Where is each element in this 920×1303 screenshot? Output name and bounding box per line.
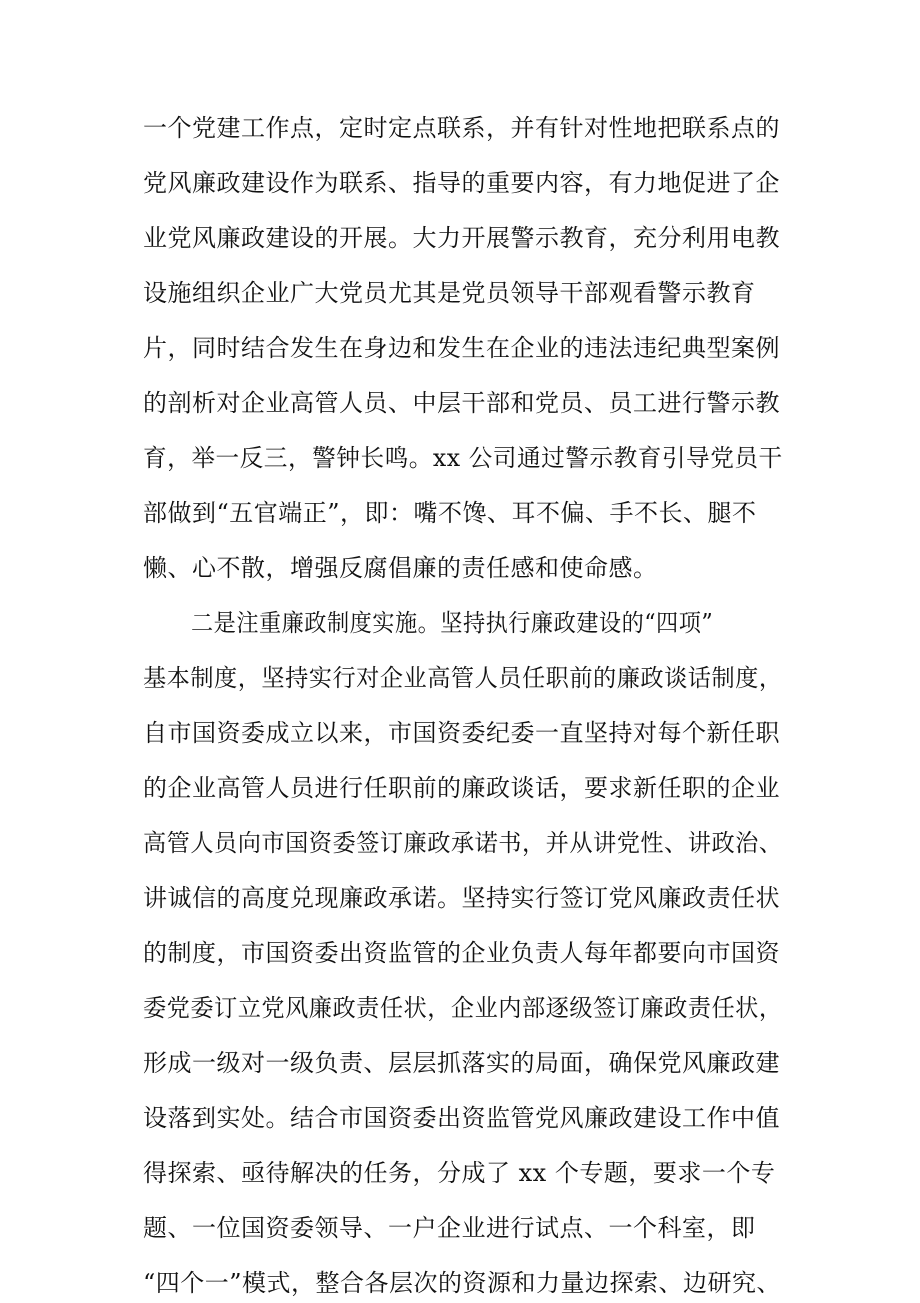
- paragraph-2-line-7: 的制度，市国资委出资监管的企业负责人每年都要向市国资: [143, 939, 780, 967]
- paragraph-2-line-1: 二是注重廉政制度实施。坚持执行廉政建设的“四项”: [191, 609, 714, 637]
- paragraph-2-line-6: 讲诚信的高度兑现廉政承诺。坚持实行签订党风廉政责任状: [143, 884, 780, 912]
- paragraph-1-line-2: 党风廉政建设作为联系、指导的重要内容，有力地促进了企: [143, 169, 780, 197]
- paragraph-1-line-8: 部做到“五官端正”，即：嘴不馋、耳不偏、手不长、腿不: [143, 499, 757, 527]
- paragraph-2-line-9: 形成一级对一级负责、层层抓落实的局面，确保党风廉政建: [143, 1049, 780, 1077]
- paragraph-2-line-13: “四个一”模式，整合各层次的资源和力量边探索、边研究、: [143, 1269, 782, 1297]
- paragraph-1-line-9: 懒、心不散，增强反腐倡廉的责任感和使命感。: [143, 554, 658, 582]
- paragraph-1-line-6: 的剖析对企业高管人员、中层干部和党员、员工进行警示教: [143, 389, 780, 417]
- paragraph-1-line-1: 一个党建工作点，定时定点联系，并有针对性地把联系点的: [143, 114, 780, 142]
- paragraph-2-line-3: 自市国资委成立以来，市国资委纪委一直坚持对每个新任职: [143, 719, 780, 747]
- paragraph-1-line-7: 育，举一反三，警钟长鸣。xx 公司通过警示教育引导党员干: [143, 444, 783, 472]
- paragraph-2-line-12: 题、一位国资委领导、一户企业进行试点、一个科室，即: [143, 1214, 756, 1242]
- paragraph-1-line-3: 业党风廉政建设的开展。大力开展警示教育，充分利用电教: [143, 224, 780, 252]
- paragraph-1-line-4: 设施组织企业广大党员尤其是党员领导干部观看警示教育: [143, 279, 756, 307]
- paragraph-2-line-2: 基本制度，坚持实行对企业高管人员任职前的廉政谈话制度，: [143, 664, 783, 692]
- paragraph-1-line-5: 片，同时结合发生在身边和发生在企业的违法违纪典型案例: [143, 334, 780, 362]
- paragraph-2-line-11: 得探索、亟待解决的任务，分成了 xx 个专题，要求一个专: [143, 1159, 776, 1187]
- paragraph-2-line-8: 委党委订立党风廉政责任状，企业内部逐级签订廉政责任状，: [143, 994, 783, 1022]
- paragraph-2-line-4: 的企业高管人员进行任职前的廉政谈话，要求新任职的企业: [143, 774, 780, 802]
- paragraph-2-line-10: 设落到实处。结合市国资委出资监管党风廉政建设工作中值: [143, 1104, 780, 1132]
- paragraph-2-line-5: 高管人员向市国资委签订廉政承诺书，并从讲党性、讲政治、: [143, 829, 783, 857]
